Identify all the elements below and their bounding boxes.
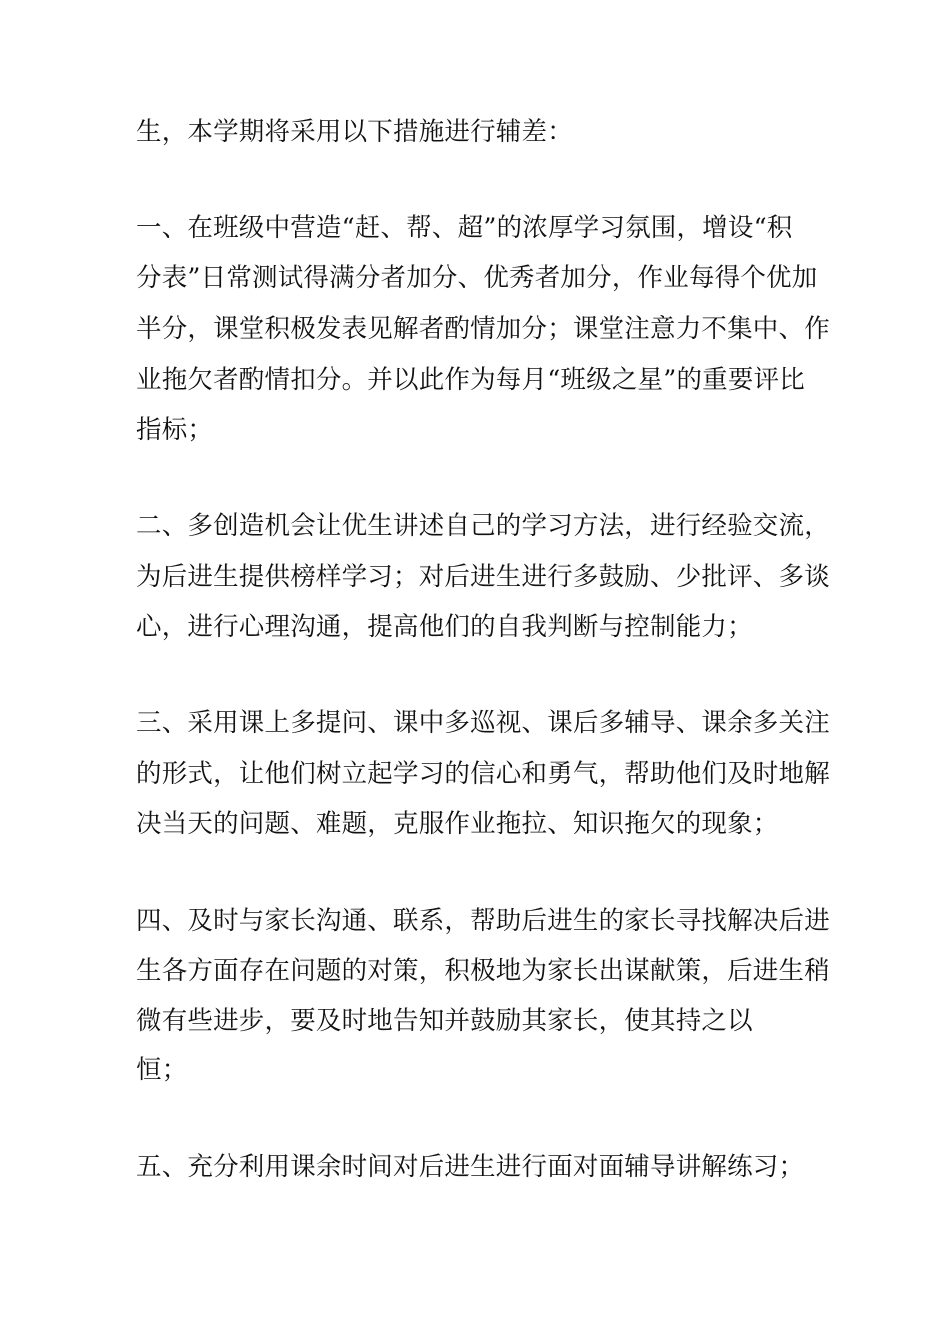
text-line: 生，本学期将采用以下措施进行辅差： xyxy=(136,117,573,147)
text-line: 心，进行心理沟通，提高他们的自我判断与控制能力； xyxy=(136,612,753,642)
text-line: 指标； xyxy=(136,415,214,445)
text-line: 半分，课堂积极发表见解者酌情加分；课堂注意力不集中、作 xyxy=(136,314,830,344)
text-line: 决当天的问题、难题，克服作业拖拉、知识拖欠的现象； xyxy=(136,809,779,839)
text-line: 生各方面存在问题的对策，积极地为家长出谋献策，后进生稍 xyxy=(136,956,830,986)
text-line: 为后进生提供榜样学习；对后进生进行多鼓励、少批评、多谈 xyxy=(136,562,830,592)
text-line: 分表”日常测试得满分者加分、优秀者加分，作业每得个优加 xyxy=(136,263,818,293)
text-line: 业拖欠者酌情扣分。并以此作为每月“班级之星”的重要评比 xyxy=(136,365,805,395)
text-line: 二、多创造机会让优生讲述自己的学习方法，进行经验交流， xyxy=(136,511,830,541)
text-line: 五、充分利用课余时间对后进生进行面对面辅导讲解练习； xyxy=(136,1152,805,1182)
text-line: 恒； xyxy=(136,1055,188,1085)
text-line: 微有些进步，要及时地告知并鼓励其家长，使其持之以 xyxy=(136,1006,753,1036)
text-line: 的形式，让他们树立起学习的信心和勇气，帮助他们及时地解 xyxy=(136,759,830,789)
text-line: 四、及时与家长沟通、联系，帮助后进生的家长寻找解决后进 xyxy=(136,906,830,936)
text-line: 一、在班级中营造“赶、帮、超”的浓厚学习氛围，增设“积 xyxy=(136,213,793,243)
text-line: 三、采用课上多提问、课中多巡视、课后多辅导、课余多关注 xyxy=(136,708,830,738)
